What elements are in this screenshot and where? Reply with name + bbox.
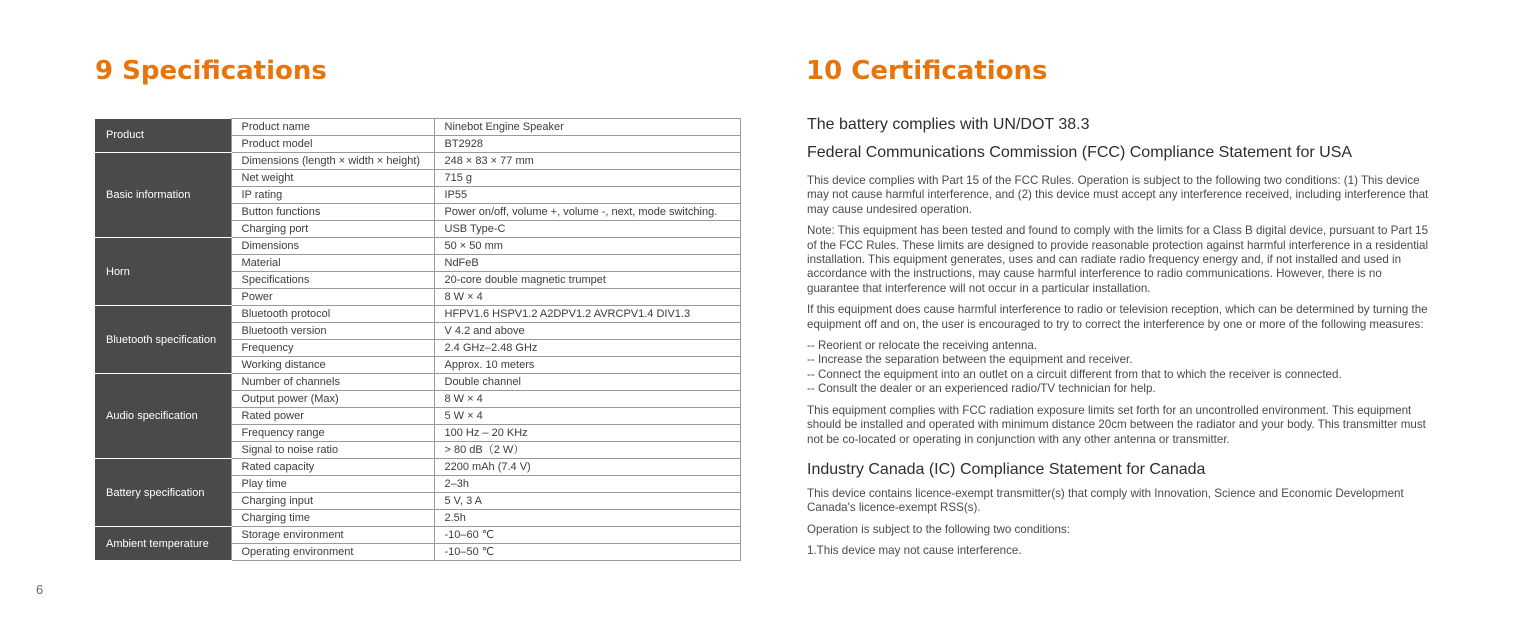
spec-category-cell: Audio specification: [95, 374, 231, 459]
spec-row: [95, 153, 740, 170]
spec-key-cell: Charging input: [231, 493, 434, 510]
spec-value-cell: USB Type-C: [434, 221, 740, 238]
spec-value-cell: Double channel: [434, 374, 740, 391]
ic-conditions-paragraph: Operation is subject to the following two conditions:: [807, 522, 1070, 536]
spec-category-cell: Horn: [95, 238, 231, 306]
spec-category-cell: Bluetooth specification: [95, 306, 231, 374]
spec-key-cell: Product name: [231, 119, 434, 136]
spec-value-cell: 8 W × 4: [434, 391, 740, 408]
measure-item: -- Consult the dealer or an experienced radio/TV technician for help.: [807, 382, 1156, 396]
spec-row: [95, 374, 740, 391]
spec-key-cell: Material: [231, 255, 434, 272]
spec-value-cell: HFPV1.6 HSPV1.2 A2DPV1.2 AVRCPV1.4 DIV1.3: [434, 306, 740, 323]
spec-row: [95, 527, 740, 544]
fcc-paragraph: This device complies with Part 15 of the FCC Rules. Operation is subject to the following two conditions: (1) This device may not cause harmful interference, and (2) this device must accept any interference received, including interference that may cause undesired operation.: [807, 174, 1429, 216]
spec-key-cell: Storage environment: [231, 527, 434, 544]
spec-key-cell: Charging time: [231, 510, 434, 527]
certifications-section: [807, 116, 1437, 566]
spec-key-cell: IP rating: [231, 187, 434, 204]
measure-item: -- Increase the separation between the equipment and receiver.: [807, 353, 1133, 367]
spec-key-cell: Frequency range: [231, 425, 434, 442]
spec-key-cell: Working distance: [231, 357, 434, 374]
spec-value-cell: 2200 mAh (7.4 V): [434, 459, 740, 476]
battery-compliance-heading: The battery complies with UN/DOT 38.3: [807, 116, 1090, 133]
spec-value-cell: 100 Hz – 20 KHz: [434, 425, 740, 442]
spec-key-cell: Rated power: [231, 408, 434, 425]
spec-key-cell: Net weight: [231, 170, 434, 187]
page-number: 6: [36, 582, 44, 597]
ic-paragraph: This device contains licence-exempt transmitter(s) that comply with Innovation, Science and Economic Development Canada's licence-exempt RSS(s).: [807, 486, 1404, 515]
spec-key-cell: Button functions: [231, 204, 434, 221]
spec-key-cell: Bluetooth version: [231, 323, 434, 340]
fcc-note-paragraph: Note: This equipment has been tested and found to comply with the limits for a Class B digital device, pursuant to Part 15 of the FCC Rules. These limits are designed to provide reasonable protection against harmful interference in a residential installation. This equipment generates, uses and can radiate radio frequency energy and, if not installed and used in accordance with the instructions, may cause harmful interference to radio communications. However, there is no guarantee that interference will not occur in a particular installation.: [807, 224, 1429, 295]
specifications-title: 9 Specifications: [95, 56, 327, 86]
spec-key-cell: Number of channels: [231, 374, 434, 391]
measure-item: -- Connect the equipment into an outlet on a circuit different from that to which the receiver is connected.: [807, 367, 1342, 381]
spec-value-cell: 2–3h: [434, 476, 740, 493]
spec-row: [95, 119, 740, 136]
spec-row: [95, 238, 740, 255]
spec-value-cell: Power on/off, volume +, volume -, next, mode switching.: [434, 204, 740, 221]
spec-value-cell: 248 × 83 × 77 mm: [434, 153, 740, 170]
spec-key-cell: Frequency: [231, 340, 434, 357]
fcc-interference-paragraph: If this equipment does cause harmful interference to radio or television reception, which can be determined by turning the equipment off and on, the user is encouraged to try to correct the interference by one or more of the following measures:: [807, 303, 1428, 331]
spec-category-cell: Basic information: [95, 153, 231, 238]
spec-category-cell: Product: [95, 119, 231, 153]
measure-item: -- Reorient or relocate the receiving antenna.: [807, 339, 1038, 353]
spec-value-cell: 8 W × 4: [434, 289, 740, 306]
certifications-title: 10 Certifications: [806, 56, 1048, 86]
spec-value-cell: BT2928: [434, 136, 740, 153]
spec-key-cell: Signal to noise ratio: [231, 442, 434, 459]
spec-value-cell: 5 V, 3 A: [434, 493, 740, 510]
spec-category-cell: Battery specification: [95, 459, 231, 527]
spec-value-cell: 715 g: [434, 170, 740, 187]
spec-value-cell: 2.5h: [434, 510, 740, 527]
spec-value-cell: 50 × 50 mm: [434, 238, 740, 255]
spec-value-cell: Ninebot Engine Speaker: [434, 119, 740, 136]
spec-key-cell: Dimensions (length × width × height): [231, 153, 434, 170]
spec-value-cell: Approx. 10 meters: [434, 357, 740, 374]
spec-value-cell: > 80 dB（2 W）: [434, 442, 740, 459]
spec-row: [95, 306, 740, 323]
spec-value-cell: 5 W × 4: [434, 408, 740, 425]
spec-key-cell: Dimensions: [231, 238, 434, 255]
spec-key-cell: Play time: [231, 476, 434, 493]
fcc-heading: Federal Communications Commission (FCC) Compliance Statement for USA: [807, 144, 1353, 161]
spec-category-cell: Ambient temperature: [95, 527, 231, 561]
spec-value-cell: NdFeB: [434, 255, 740, 272]
spec-value-cell: 2.4 GHz–2.48 GHz: [434, 340, 740, 357]
spec-value-cell: 20-core double magnetic trumpet: [434, 272, 740, 289]
spec-key-cell: Rated capacity: [231, 459, 434, 476]
spec-key-cell: Charging port: [231, 221, 434, 238]
spec-key-cell: Power: [231, 289, 434, 306]
spec-key-cell: Output power (Max): [231, 391, 434, 408]
specifications-table: [95, 118, 741, 561]
ic-heading: Industry Canada (IC) Compliance Statement for Canada: [807, 460, 1206, 478]
spec-value-cell: IP55: [434, 187, 740, 204]
spec-key-cell: Product model: [231, 136, 434, 153]
fcc-radiation-paragraph: This equipment complies with FCC radiation exposure limits set forth for an uncontrolled environment. This equipment should be installed and operated with minimum distance 20cm between the radiator and your body. This transmitter must not be co-located or operating in conjunction with any other antenna or transmitter.: [807, 403, 1426, 446]
interference-measures-list: [807, 339, 1437, 397]
spec-key-cell: Specifications: [231, 272, 434, 289]
spec-key-cell: Bluetooth protocol: [231, 306, 434, 323]
spec-key-cell: Operating environment: [231, 544, 434, 561]
spec-value-cell: -10–50 ℃: [434, 544, 740, 561]
spec-value-cell: V 4.2 and above: [434, 323, 740, 340]
ic-condition-item: 1.This device may not cause interference.: [807, 544, 1022, 558]
spec-row: [95, 459, 740, 476]
spec-value-cell: -10–60 ℃: [434, 527, 740, 544]
